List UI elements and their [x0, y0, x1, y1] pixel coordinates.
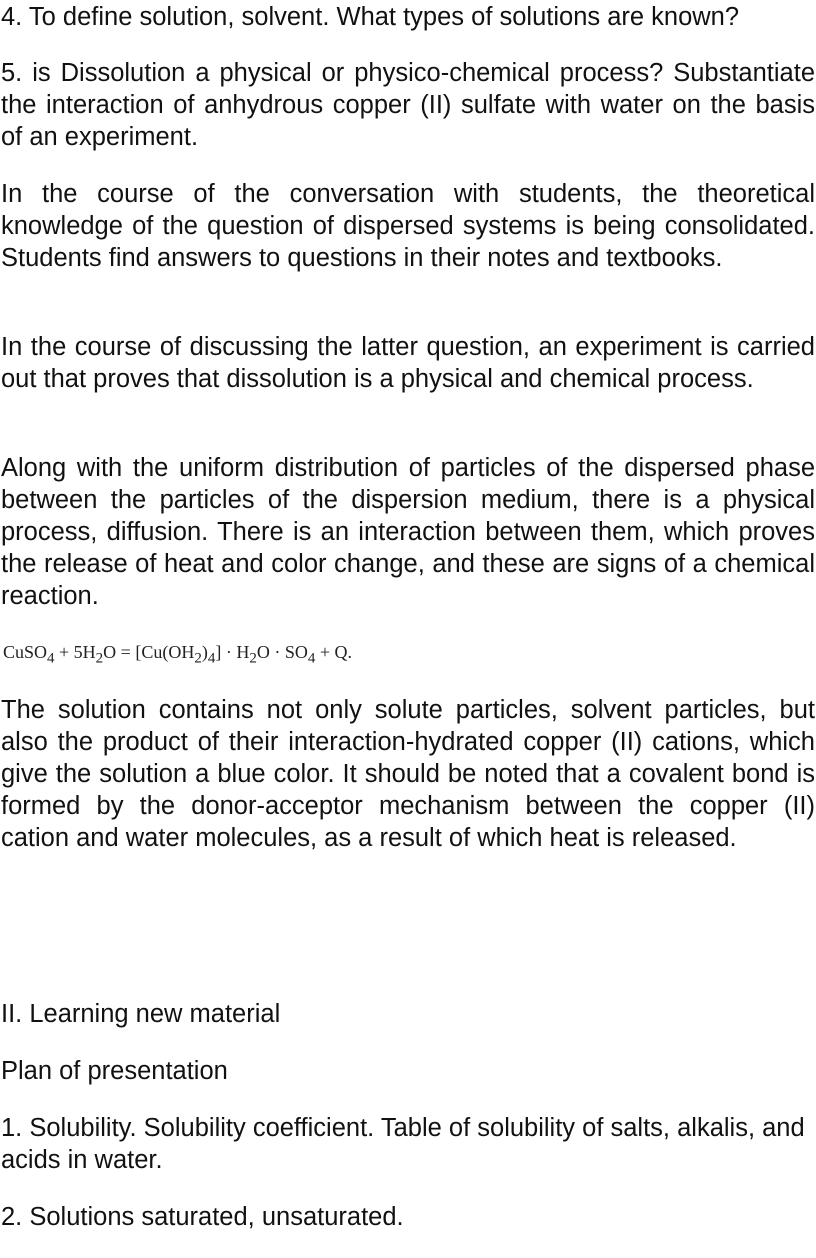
paragraph-experiment: In the course of discussing the latter question, an experiment is carried out that proves that dissolution is a physical and chemical process.	[1, 333, 815, 393]
chemical-equation: CuSO$_4$ + $5H_2O = [Cu(OH_2)_4] \cdot H_2O \cdot SO_4 + Q$.	[3, 642, 352, 667]
section-heading: II. Learning new material	[1, 1000, 281, 1028]
plan-item-2: 2. Solutions saturated, unsaturated.	[1, 1203, 404, 1231]
paragraph-solution: The solution contains not only solute particles, solvent particles, but also the product of their interaction-hydrated copper (II) cations, which give the solution a blue color. It should be noted that a covalent bond is formed by the donor-acceptor mechanism between the copper (II) cation and water molecules, as a result of which heat is released.	[1, 696, 815, 852]
plan-item-1: 1. Solubility. Solubility coefficient. Table of solubility of salts, alkalis, and acids in water.	[1, 1114, 805, 1174]
paragraph-diffusion: Along with the uniform distribution of particles of the dispersed phase between the particles of the dispersion medium, there is a physical process, diffusion. There is an interaction between them, which proves the release of heat and color change, and these are signs of a chemical reaction.	[1, 454, 815, 610]
paragraph-conversation: In the course of the conversation with students, the theoretical knowledge of the question of dispersed systems is being consolidated. Students find answers to questions in their notes and textbooks.	[1, 180, 815, 272]
plan-heading: Plan of presentation	[1, 1057, 228, 1085]
question-4: 4. To define solution, solvent. What types of solutions are known?	[1, 3, 740, 31]
question-5: 5. is Dissolution a physical or physico-chemical process? Substantiate the interaction of anhydrous copper (II) sulfate with water on the basis of an experiment.	[1, 59, 815, 151]
